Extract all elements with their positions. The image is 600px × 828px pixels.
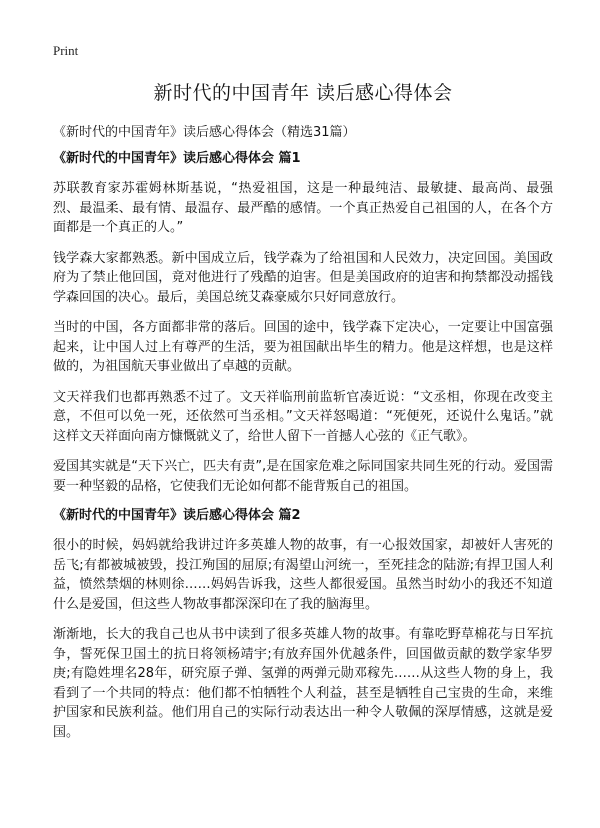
page-title: 新时代的中国青年 读后感心得体会	[153, 82, 453, 104]
paragraph: 文天祥我们也都再熟悉不过了。文天祥临刑前监斩官凑近说：“文丞相，你现在改变主意，不但可以免一死，还依然可当丞相。”文天祥怒喝道：“死便死，还说什么鬼话。”就这样文天祥面向南方慷慨就义了，给世人留下一首撼人心弦的《正气歌》。	[53, 389, 553, 444]
paragraph: 爱国其实就是“天下兴亡，匹夫有责”,是在国家危难之际同国家共同生死的行动。爱国需要一种坚毅的品格，它使我们无论如何都不能背叛自己的祖国。	[53, 459, 553, 494]
page-subtitle: 《新时代的中国青年》读后感心得体会（精选31篇）	[53, 125, 356, 140]
paragraph: 很小的时候，妈妈就给我讲过许多英雄人物的故事，有一心报效国家，却被奸人害死的岳飞;有都被城被毁，投江殉国的屈原;有渴望山河统一，至死挂念的陆游;有捍卫国人利益，愤然禁烟的林则徐……妈妈告诉我，这些人都很爱国。虽然当时幼小的我还不知道什么是爱国，但这些人物故事都深深印在了我的脑海里。	[53, 538, 553, 612]
section-heading: 《新时代的中国青年》读后感心得体会 篇1	[53, 151, 301, 166]
section-2	[53, 507, 553, 742]
section-1	[53, 150, 553, 496]
print-link[interactable]: Print	[53, 43, 79, 58]
paragraph: 钱学森大家都熟悉。新中国成立后，钱学森为了给祖国和人民效力，决定回国。美国政府为了禁止他回国，竟对他进行了残酷的迫害。但是美国政府的迫害和拘禁都没动摇钱学森回国的决心。最后，美国总统艾森豪威尔只好同意放行。	[53, 250, 553, 305]
paragraph: 苏联教育家苏霍姆林斯基说，“热爱祖国，这是一种最纯洁、最敏捷、最高尚、最强烈、最温柔、最有情、最温存、最严酷的感情。一个真正热爱自己祖国的人，在各个方面都是一个真正的人。”	[53, 181, 553, 235]
article-body	[53, 150, 553, 753]
paragraph: 当时的中国，各方面都非常的落后。回国的途中，钱学森下定决心，一定要让中国富强起来，让中国人过上有尊严的生活，要为祖国献出毕生的精力。他是这样想，也是这样做的，为祖国航天事业做出了卓越的贡献。	[53, 320, 553, 374]
paragraph: 渐渐地，长大的我自己也从书中读到了很多英雄人物的故事。有靠吃野草棉花与日军抗争，誓死保卫国土的抗日将领杨靖宇;有放弃国外优越条件，回国做贡献的数学家华罗庚;有隐姓埋名28年，研究原子弹、氢弹的两弹元勋邓稼先……从这些人物的身上，我看到了一个共同的特点：他们都不怕牺牲个人利益，甚至是牺牲自己宝贵的生命，来维护国家和民族利益。他们用自己的实际行动表达出一种令人敬佩的深厚情感，这就是爱国。	[53, 627, 553, 740]
section-heading: 《新时代的中国青年》读后感心得体会 篇2	[53, 508, 301, 523]
